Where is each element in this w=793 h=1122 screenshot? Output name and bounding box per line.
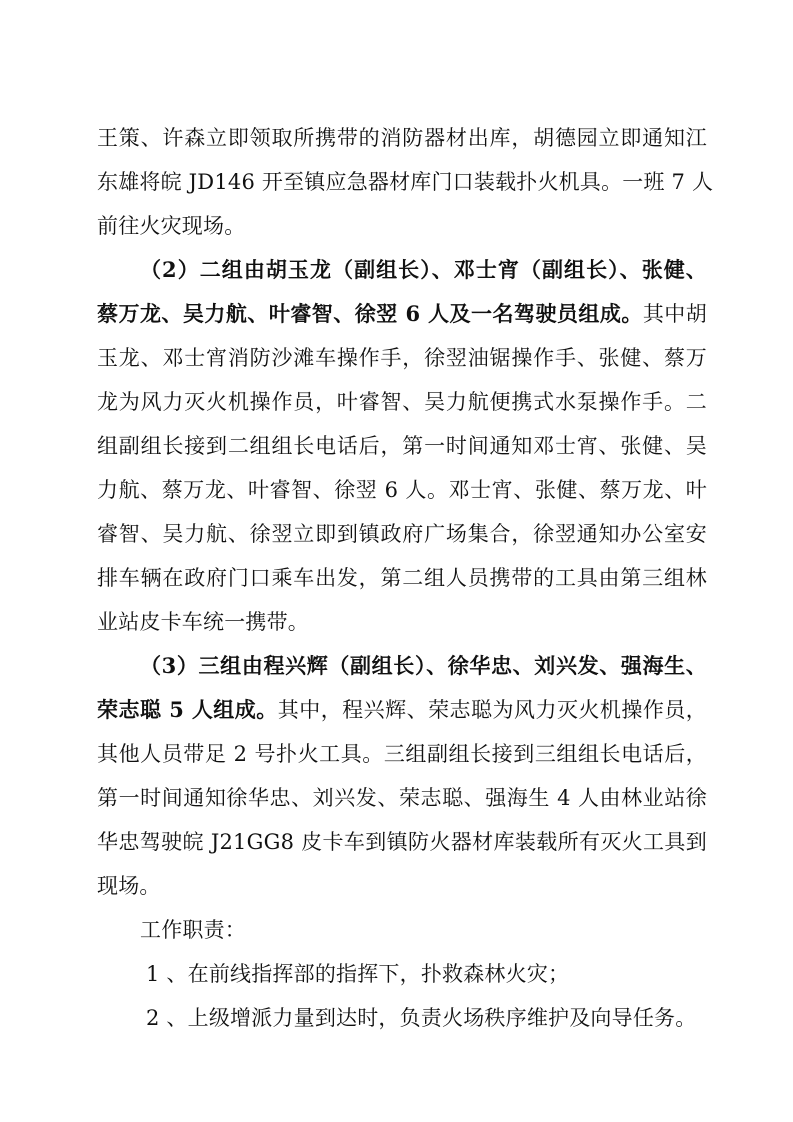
paragraph-2-line-9: 业站皮卡车统一携带。 xyxy=(97,610,309,634)
paragraph-1-line-2: 东雄将皖 JD146 开至镇应急器材库门口装载扑火机具。一班 7 人 xyxy=(97,170,714,194)
paragraph-2-line-4: 龙为风力灭火机操作员，叶睿智、吴力航便携式水泵操作手。二 xyxy=(97,390,707,414)
paragraph-2-line-5: 组副组长接到二组组长电话后，第一时间通知邓士宵、张健、吴 xyxy=(97,434,707,458)
paragraph-2-line-2 xyxy=(97,294,707,334)
paragraph-3-line-4: 第一时间通知徐华忠、刘兴发、荣志聪、强海生 4 人由林业站徐 xyxy=(97,786,707,810)
paragraph-2-bold-lead: 蔡万龙、吴力航、叶睿智、徐翌 6 人及一名驾驶员组成。 xyxy=(97,301,643,326)
paragraph-1-line-3: 前往火灾现场。 xyxy=(97,214,246,238)
paragraph-3-line-6: 现场。 xyxy=(97,874,161,898)
paragraph-2-line-7: 睿智、吴力航、徐翌立即到镇政府广场集合，徐翌通知办公室安 xyxy=(97,522,707,546)
duty-item-1: 1 、在前线指挥部的指挥下，扑救森林火灾； xyxy=(146,962,570,986)
paragraph-3-line-5: 华忠驾驶皖 J21GG8 皮卡车到镇防火器材库装载所有灭火工具到 xyxy=(97,830,707,854)
paragraph-3-bold-lead: 荣志聪 5 人组成。 xyxy=(97,697,278,722)
paragraph-3-line-2-rest: 其中，程兴辉、荣志聪为风力灭火机操作员， xyxy=(277,698,708,722)
paragraph-3-line-3: 其他人员带足 2 号扑火工具。三组副组长接到三组组长电话后， xyxy=(97,742,707,766)
paragraph-2-line-2-rest: 其中胡 xyxy=(642,302,707,326)
paragraph-1-line-1: 王策、许森立即领取所携带的消防器材出库，胡德园立即通知江 xyxy=(97,126,707,150)
paragraph-3-line-1: （3）三组由程兴辉（副组长）、徐华忠、刘兴发、强海生、 xyxy=(140,653,707,678)
paragraph-2-line-6: 力航、蔡万龙、叶睿智、徐翌 6 人。邓士宵、张健、蔡万龙、叶 xyxy=(97,478,707,502)
duty-item-2: 2 、上级增派力量到达时，负责火场秩序维护及向导任务。 xyxy=(146,1006,697,1030)
paragraph-2-line-8: 排车辆在政府门口乘车出发，第二组人员携带的工具由第三组林 xyxy=(97,566,707,590)
duties-heading: 工作职责： xyxy=(140,918,246,942)
paragraph-2-line-1: （2）二组由胡玉龙（副组长）、邓士宵（副组长）、张健、 xyxy=(140,257,707,282)
paragraph-2-line-3: 玉龙、邓士宵消防沙滩车操作手，徐翌油锯操作手、张健、蔡万 xyxy=(97,346,707,370)
paragraph-3-line-2 xyxy=(97,690,707,730)
